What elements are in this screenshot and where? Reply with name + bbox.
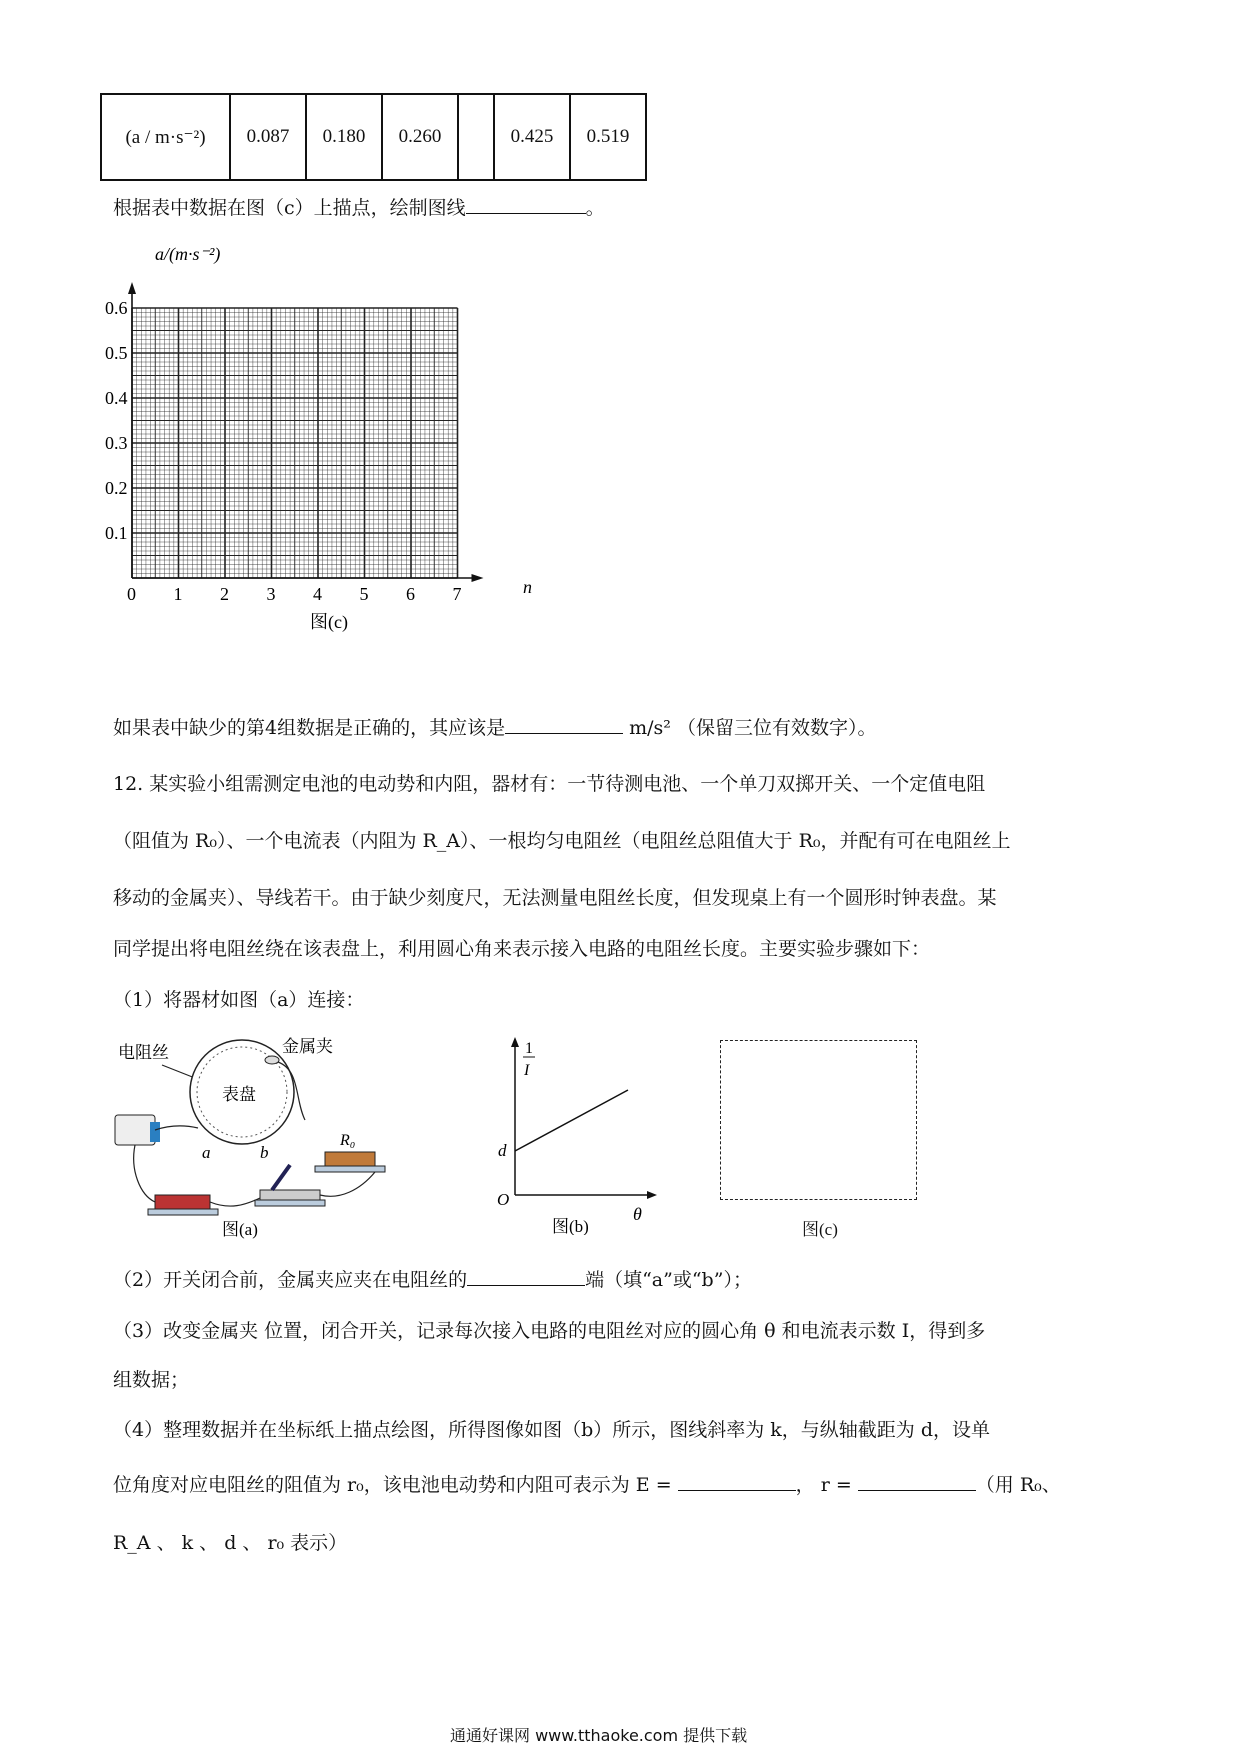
- step-4-r-equals: ， r =: [795, 1474, 852, 1496]
- step-2: [113, 1265, 752, 1292]
- answer-blank: [466, 195, 586, 214]
- chart-axes: [128, 282, 484, 582]
- terminal-b-label: b: [260, 1143, 269, 1162]
- x-tick-label: 0: [127, 584, 136, 604]
- y-tick-label: 0.5: [105, 343, 128, 363]
- figure-b-caption: 图(b): [552, 1217, 589, 1235]
- step-1: （1）将器材如图（a）连接：: [113, 989, 365, 1011]
- y-label-numerator: 1: [525, 1040, 533, 1057]
- answer-blank-r: [858, 1472, 976, 1491]
- q12-line-3: 移动的金属夹）、导线若干。由于缺少刻度尺，无法测量电阻丝长度，但发现桌上有一个圆形时钟表盘。某: [113, 887, 997, 909]
- answer-blank-e: [678, 1472, 796, 1491]
- table-cell-missing: [458, 94, 494, 180]
- y-tick-label: 0.2: [105, 478, 128, 498]
- origin-label: O: [497, 1190, 510, 1209]
- step-4-line-1: （4）整理数据并在坐标纸上描点绘图，所得图像如图（b）所示，图线斜率为 k，与纵轴截距为 d，设单: [113, 1419, 991, 1441]
- x-tick-label: 7: [452, 584, 462, 604]
- y-tick-label: 0.1: [105, 523, 128, 543]
- step-4-line-3: R_A 、 k 、 d 、 r₀ 表示）: [113, 1532, 348, 1554]
- missing-data-text: 如果表中缺少的第4组数据是正确的，其应该是: [113, 717, 506, 739]
- x-tick-label: 1: [173, 584, 183, 604]
- footer-text: 通通好课网 www.tthaoke.com 提供下载: [450, 1726, 748, 1745]
- y-tick-label: 0.6: [105, 298, 128, 318]
- step-2-text: （2）开关闭合前，金属夹应夹在电阻丝的: [113, 1269, 468, 1291]
- x-axis-label: n: [523, 577, 532, 597]
- table-cell: 0.180: [306, 94, 382, 180]
- chart-c: [105, 238, 545, 633]
- plot-instruction-text: 根据表中数据在图（c）上描点，绘制图线: [113, 197, 466, 219]
- table-header-cell: (a / m·s⁻²): [101, 94, 230, 180]
- figure-a-caption: 图(a): [222, 1220, 258, 1239]
- step-3-line-2: 组数据；: [113, 1369, 190, 1391]
- metal-clip: [265, 1056, 279, 1064]
- missing-data-unit: m/s² （保留三位有效数字）。: [629, 717, 877, 739]
- clip-label: 金属夹: [282, 1037, 333, 1056]
- battery-icon: [155, 1195, 210, 1209]
- y-axis-label: a/(m·s⁻²): [155, 244, 221, 264]
- chart-caption: 图(c): [310, 612, 348, 632]
- figure-b-graph: [485, 1035, 665, 1235]
- table-cell: 0.519: [570, 94, 646, 180]
- table-cell: 0.260: [382, 94, 458, 180]
- figure-a-circuit: [110, 1030, 400, 1240]
- ammeter-icon: [115, 1115, 155, 1145]
- switch-icon: [260, 1190, 320, 1200]
- q12-line-1: 12. 某实验小组需测定电池的电动势和内阻，器材有：一节待测电池、一个单刀双掷开关、一个定值电阻: [113, 773, 986, 795]
- terminal-a-label: a: [202, 1143, 211, 1162]
- y-label-denominator: I: [524, 1062, 530, 1079]
- missing-data-line: [113, 713, 876, 740]
- x-label: θ: [633, 1204, 642, 1224]
- dial-label: 表盘: [222, 1085, 256, 1104]
- r0-label: R₀: [340, 1132, 356, 1149]
- x-axis-arrow: [472, 574, 484, 582]
- answer-blank: [505, 715, 623, 734]
- q12-line-2: （阻值为 R₀）、一个电流表（内阻为 R_A）、一根均匀电阻丝（电阻丝总阻值大于 R₀，并配有可在电阻丝上: [113, 830, 1011, 852]
- figure-c-placeholder-box: [720, 1040, 917, 1200]
- x-tick-label: 4: [313, 584, 322, 604]
- table-cell: 0.425: [494, 94, 570, 180]
- step-3-line-1: （3）改变金属夹 位置，闭合开关，记录每次接入电路的电阻丝对应的圆心角 θ 和电流表示数 I，得到多: [113, 1320, 986, 1342]
- x-tick-label: 6: [406, 584, 415, 604]
- y-tick-label: 0.3: [105, 433, 128, 453]
- x-tick-label: 5: [359, 584, 369, 604]
- step-4-line-2-text: 位角度对应电阻丝的阻值为 r₀，该电池电动势和内阻可表示为 E =: [113, 1474, 672, 1496]
- plot-instruction: [113, 193, 605, 220]
- table-cell: 0.087: [230, 94, 306, 180]
- wire-label: 电阻丝: [118, 1043, 169, 1062]
- intercept-label: d: [498, 1141, 507, 1160]
- y-axis-arrow: [128, 282, 136, 294]
- x-tick-label: 2: [220, 584, 229, 604]
- answer-blank: [467, 1267, 585, 1286]
- step-4-line-2: [113, 1470, 1061, 1497]
- step-2-hint: 端（填“a”或“b”）；: [585, 1269, 752, 1291]
- step-4-note: （用 R₀、: [975, 1474, 1061, 1496]
- data-table: [100, 93, 647, 181]
- y-tick-label: 0.4: [105, 388, 128, 408]
- figure-b-line: [515, 1090, 628, 1151]
- resistor-icon: [325, 1152, 375, 1166]
- table-row: [101, 94, 646, 180]
- x-tick-label: 3: [266, 584, 276, 604]
- period: 。: [585, 197, 605, 219]
- figure-c-caption: 图(c): [802, 1220, 838, 1239]
- chart-grid: [132, 308, 458, 578]
- q12-line-4: 同学提出将电阻丝绕在该表盘上，利用圆心角来表示接入电路的电阻丝长度。主要实验步骤如下：: [113, 938, 931, 960]
